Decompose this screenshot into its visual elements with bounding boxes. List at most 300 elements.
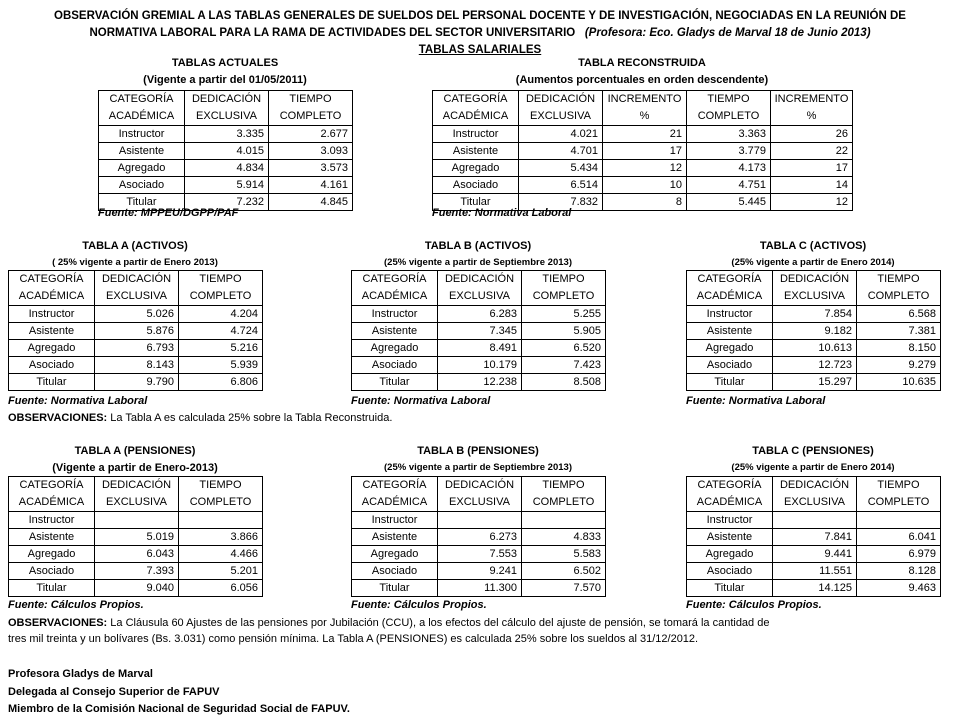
title-line-2-main: NORMATIVA LABORAL PARA LA RAMA DE ACTIVIDADES DEL SECTOR UNIVERSITARIO [89, 27, 576, 39]
category-cell: Asistente [687, 323, 773, 340]
pensiones-a-source: Fuente: Cálculos Propios. [8, 599, 144, 611]
value-cell: 7.381 [857, 323, 941, 340]
observaciones-2-line-1 [8, 617, 769, 629]
column-header-line: COMPLETO [697, 110, 760, 122]
activos-c-subtitle: (25% vigente a partir de Enero 2014) [731, 257, 895, 268]
table-row [352, 374, 606, 391]
category-cell: Agregado [687, 546, 773, 563]
table-header-row [687, 477, 941, 512]
column-header-line: DEDICACIÓN [444, 273, 515, 285]
table-row [352, 529, 606, 546]
activos-b-source: Fuente: Normativa Laboral [351, 395, 491, 407]
column-header-line: ACADÉMICA [442, 110, 509, 122]
column-header [773, 271, 857, 306]
category-cell: Agregado [352, 340, 438, 357]
table-row [433, 177, 853, 194]
column-header-line: CATEGORÍA [362, 479, 427, 491]
value-cell: 5.905 [522, 323, 606, 340]
value-cell: 7.393 [95, 563, 179, 580]
value-cell: 4.173 [687, 160, 771, 177]
column-header [438, 477, 522, 512]
table-activos-c-body [687, 271, 941, 391]
value-cell: 7.553 [438, 546, 522, 563]
value-cell: 4.701 [519, 143, 603, 160]
value-cell: 5.914 [185, 177, 269, 194]
category-cell: Instructor [99, 126, 185, 143]
column-header [433, 91, 519, 126]
column-header-line: ACADÉMICA [18, 290, 85, 302]
value-cell: 7.570 [522, 580, 606, 597]
reconstruida-title: TABLA RECONSTRUIDA [578, 57, 706, 69]
table-row [687, 546, 941, 563]
signature-name: Profesora Gladys de Marval [8, 668, 153, 680]
table-pensiones-a [8, 476, 263, 597]
category-cell: Asociado [352, 357, 438, 374]
column-header-line: CATEGORÍA [19, 273, 84, 285]
column-header-line: CATEGORÍA [697, 273, 762, 285]
table-header-row [352, 271, 606, 306]
table-row [9, 374, 263, 391]
table-pensiones-c [686, 476, 941, 597]
column-header [687, 91, 771, 126]
observaciones-1-text: La Tabla A es calculada 25% sobre la Tabla Reconstruida. [107, 412, 393, 424]
category-cell: Agregado [687, 340, 773, 357]
category-cell: Asistente [99, 143, 185, 160]
activos-c-title: TABLA C (ACTIVOS) [759, 240, 867, 252]
column-header-line: TIEMPO [542, 479, 585, 491]
value-cell: 22 [771, 143, 853, 160]
table-pensiones-b-body [352, 477, 606, 597]
value-cell: 6.520 [522, 340, 606, 357]
table-header-row [9, 271, 263, 306]
value-cell: 5.583 [522, 546, 606, 563]
category-cell: Titular [352, 580, 438, 597]
column-header [687, 271, 773, 306]
value-cell: 4.845 [269, 194, 353, 211]
table-row [99, 160, 353, 177]
value-cell: 7.423 [522, 357, 606, 374]
value-cell: 17 [603, 143, 687, 160]
category-cell: Instructor [687, 512, 773, 529]
table-row [687, 563, 941, 580]
column-header-line: COMPLETO [532, 496, 595, 508]
section-title: TABLAS SALARIALES [418, 44, 542, 56]
category-cell: Titular [352, 374, 438, 391]
value-cell: 5.876 [95, 323, 179, 340]
category-cell: Agregado [9, 340, 95, 357]
table-row [9, 512, 263, 529]
column-header [687, 477, 773, 512]
table-activos-a [8, 270, 263, 391]
category-cell: Asociado [433, 177, 519, 194]
column-header-line: DEDICACIÓN [191, 93, 262, 105]
value-cell: 9.790 [95, 374, 179, 391]
value-cell: 8.508 [522, 374, 606, 391]
signature-role-1: Delegada al Consejo Superior de FAPUV [8, 685, 220, 698]
column-header [179, 477, 263, 512]
table-row [352, 563, 606, 580]
value-cell: 9.279 [857, 357, 941, 374]
title-line-2 [0, 25, 960, 42]
value-cell: 9.182 [773, 323, 857, 340]
table-row [99, 126, 353, 143]
column-header [857, 477, 941, 512]
observaciones-2-text-2: tres mil treinta y un bolívares (Bs. 3.031) como pensión mínima. La Tabla A (PENSIONES) es calculada 25% sobre los sueldos al 31/12/2012. [8, 633, 699, 645]
document-title [0, 8, 960, 59]
table-row [9, 306, 263, 323]
column-header-line: EXCLUSIVA [449, 496, 510, 508]
pensiones-c-source: Fuente: Cálculos Propios. [686, 599, 822, 611]
category-cell: Asociado [99, 177, 185, 194]
activos-a-subtitle: ( 25% vigente a partir de Enero 2013) [52, 257, 218, 268]
table-actuales-body [99, 91, 353, 211]
pensiones-c-subtitle: (25% vigente a partir de Enero 2014) [731, 462, 895, 473]
value-cell: 8 [603, 194, 687, 211]
column-header-line: INCREMENTO [774, 93, 849, 105]
value-cell: 6.273 [438, 529, 522, 546]
column-header-line: COMPLETO [532, 290, 595, 302]
column-header-line: DEDICACIÓN [779, 479, 850, 491]
column-header [99, 91, 185, 126]
column-header-line: COMPLETO [867, 290, 930, 302]
category-cell: Instructor [9, 306, 95, 323]
value-cell: 5.434 [519, 160, 603, 177]
value-cell: 5.026 [95, 306, 179, 323]
column-header-line: COMPLETO [867, 496, 930, 508]
value-cell: 7.232 [185, 194, 269, 211]
column-header-line: TIEMPO [199, 273, 242, 285]
column-header [522, 271, 606, 306]
category-cell: Asociado [352, 563, 438, 580]
table-row [352, 580, 606, 597]
pensiones-b-subtitle: (25% vigente a partir de Septiembre 2013) [384, 462, 572, 473]
signature-role-2: Miembro de la Comisión Nacional de Seguridad Social de FAPUV. [8, 703, 350, 715]
value-cell [522, 512, 606, 529]
table-row [352, 546, 606, 563]
value-cell: 12.723 [773, 357, 857, 374]
table-pensiones-c-body [687, 477, 941, 597]
value-cell [773, 512, 857, 529]
column-header [352, 477, 438, 512]
column-header [857, 271, 941, 306]
value-cell: 3.573 [269, 160, 353, 177]
table-row [9, 546, 263, 563]
value-cell: 4.161 [269, 177, 353, 194]
value-cell: 3.779 [687, 143, 771, 160]
category-cell: Agregado [352, 546, 438, 563]
value-cell: 3.335 [185, 126, 269, 143]
column-header-line: CATEGORÍA [443, 93, 508, 105]
column-header-line: DEDICACIÓN [779, 273, 850, 285]
column-header-line: EXCLUSIVA [784, 496, 845, 508]
column-header [522, 477, 606, 512]
category-cell: Asistente [352, 323, 438, 340]
table-row [352, 512, 606, 529]
activos-c-source: Fuente: Normativa Laboral [686, 395, 826, 407]
category-cell: Titular [99, 194, 185, 211]
table-header-row [99, 91, 353, 126]
value-cell: 4.015 [185, 143, 269, 160]
category-cell: Agregado [9, 546, 95, 563]
column-header [773, 477, 857, 512]
value-cell: 6.806 [179, 374, 263, 391]
value-cell: 7.832 [519, 194, 603, 211]
category-cell: Titular [687, 374, 773, 391]
table-row [687, 529, 941, 546]
value-cell: 6.793 [95, 340, 179, 357]
value-cell: 9.040 [95, 580, 179, 597]
category-cell: Asistente [433, 143, 519, 160]
column-header [179, 271, 263, 306]
value-cell: 8.491 [438, 340, 522, 357]
value-cell: 6.041 [857, 529, 941, 546]
category-cell: Titular [687, 580, 773, 597]
value-cell: 3.363 [687, 126, 771, 143]
observaciones-2-text-1: La Cláusula 60 Ajustes de las pensiones por Jubilación (CCU), a los efectos del cálculo del ajuste de pensión, se tomará la cantidad de [107, 617, 770, 629]
column-header-line: COMPLETO [279, 110, 342, 122]
reconstruida-subtitle: (Aumentos porcentuales en orden descendente) [515, 74, 769, 86]
table-row [9, 580, 263, 597]
value-cell: 4.021 [519, 126, 603, 143]
table-row [352, 340, 606, 357]
table-reconstruida [432, 90, 853, 211]
value-cell: 5.255 [522, 306, 606, 323]
value-cell: 12.238 [438, 374, 522, 391]
value-cell: 5.019 [95, 529, 179, 546]
table-row [687, 340, 941, 357]
value-cell: 26 [771, 126, 853, 143]
category-cell: Asistente [687, 529, 773, 546]
value-cell: 6.514 [519, 177, 603, 194]
value-cell: 9.463 [857, 580, 941, 597]
table-header-row [352, 477, 606, 512]
column-header-line: TIEMPO [707, 93, 750, 105]
table-row [687, 357, 941, 374]
value-cell: 14 [771, 177, 853, 194]
value-cell: 21 [603, 126, 687, 143]
category-cell: Agregado [99, 160, 185, 177]
category-cell: Asociado [9, 357, 95, 374]
title-line-2-note: (Profesora: Eco. Gladys de Marval 18 de Junio 2013) [584, 27, 871, 39]
value-cell: 5.216 [179, 340, 263, 357]
value-cell: 8.150 [857, 340, 941, 357]
table-row [433, 143, 853, 160]
observaciones-2-label: OBSERVACIONES: [8, 617, 108, 629]
column-header-line: EXCLUSIVA [196, 110, 257, 122]
column-header [352, 271, 438, 306]
column-header-line: EXCLUSIVA [784, 290, 845, 302]
title-line-1: OBSERVACIÓN GREMIAL A LAS TABLAS GENERALES DE SUELDOS DEL PERSONAL DOCENTE Y DE INVESTIGACIÓN, NEGOCIADAS EN LA REUNIÓN DE [54, 10, 906, 22]
column-header [519, 91, 603, 126]
value-cell: 7.841 [773, 529, 857, 546]
column-header-line: COMPLETO [189, 496, 252, 508]
value-cell: 12 [603, 160, 687, 177]
observaciones-1-label: OBSERVACIONES: [8, 412, 108, 424]
table-header-row [433, 91, 853, 126]
table-row [9, 340, 263, 357]
pensiones-a-title: TABLA A (PENSIONES) [74, 445, 196, 457]
value-cell: 6.056 [179, 580, 263, 597]
value-cell: 4.833 [522, 529, 606, 546]
column-header-line: COMPLETO [189, 290, 252, 302]
value-cell: 14.125 [773, 580, 857, 597]
value-cell: 4.834 [185, 160, 269, 177]
value-cell: 12 [771, 194, 853, 211]
table-row [352, 357, 606, 374]
column-header-line: CATEGORÍA [697, 479, 762, 491]
value-cell: 4.204 [179, 306, 263, 323]
pensiones-c-title: TABLA C (PENSIONES) [752, 445, 874, 457]
activos-a-source: Fuente: Normativa Laboral [8, 395, 148, 407]
table-actuales [98, 90, 353, 211]
column-header-line: ACADÉMICA [108, 110, 175, 122]
column-header-line: % [806, 110, 817, 122]
pensiones-b-title: TABLA B (PENSIONES) [417, 445, 539, 457]
column-header-line: CATEGORÍA [19, 479, 84, 491]
value-cell: 8.128 [857, 563, 941, 580]
category-cell: Instructor [433, 126, 519, 143]
column-header-line: EXCLUSIVA [530, 110, 591, 122]
value-cell [95, 512, 179, 529]
value-cell: 4.751 [687, 177, 771, 194]
value-cell: 6.043 [95, 546, 179, 563]
column-header-line: ACADÉMICA [696, 290, 763, 302]
value-cell: 9.241 [438, 563, 522, 580]
value-cell: 5.445 [687, 194, 771, 211]
value-cell: 8.143 [95, 357, 179, 374]
table-row [352, 306, 606, 323]
value-cell: 6.283 [438, 306, 522, 323]
category-cell: Titular [433, 194, 519, 211]
table-reconstruida-body [433, 91, 853, 211]
actuales-source: Fuente: MPPEU/DGPP/PAF [98, 207, 239, 219]
table-row [352, 323, 606, 340]
column-header [603, 91, 687, 126]
table-pensiones-b [351, 476, 606, 597]
value-cell: 6.568 [857, 306, 941, 323]
table-pensiones-a-body [9, 477, 263, 597]
value-cell: 6.979 [857, 546, 941, 563]
pensiones-a-subtitle: (Vigente a partir de Enero-2013) [52, 462, 218, 474]
category-cell: Titular [9, 374, 95, 391]
value-cell [438, 512, 522, 529]
table-row [687, 306, 941, 323]
column-header [95, 271, 179, 306]
column-header-line: TIEMPO [877, 479, 920, 491]
category-cell: Instructor [687, 306, 773, 323]
column-header-line: TIEMPO [289, 93, 332, 105]
table-row [687, 374, 941, 391]
category-cell: Instructor [352, 306, 438, 323]
column-header-line: DEDICACIÓN [101, 273, 172, 285]
column-header-line: % [639, 110, 650, 122]
column-header-line: CATEGORÍA [362, 273, 427, 285]
table-row [433, 160, 853, 177]
column-header-line: TIEMPO [199, 479, 242, 491]
value-cell: 10.613 [773, 340, 857, 357]
value-cell: 11.551 [773, 563, 857, 580]
column-header-line: EXCLUSIVA [106, 290, 167, 302]
column-header [771, 91, 853, 126]
column-header-line: EXCLUSIVA [106, 496, 167, 508]
table-header-row [687, 271, 941, 306]
value-cell: 10.179 [438, 357, 522, 374]
actuales-subtitle: (Vigente a partir del 01/05/2011) [143, 74, 307, 86]
value-cell: 5.939 [179, 357, 263, 374]
observaciones-2 [8, 617, 769, 645]
table-row [687, 580, 941, 597]
value-cell: 4.466 [179, 546, 263, 563]
column-header-line: TIEMPO [877, 273, 920, 285]
column-header [95, 477, 179, 512]
value-cell: 6.502 [522, 563, 606, 580]
value-cell: 5.201 [179, 563, 263, 580]
value-cell: 11.300 [438, 580, 522, 597]
value-cell: 7.854 [773, 306, 857, 323]
category-cell: Agregado [433, 160, 519, 177]
column-header-line: ACADÉMICA [696, 496, 763, 508]
column-header [269, 91, 353, 126]
value-cell [857, 512, 941, 529]
value-cell: 9.441 [773, 546, 857, 563]
table-activos-a-body [9, 271, 263, 391]
column-header [9, 477, 95, 512]
table-activos-b-body [352, 271, 606, 391]
column-header-line: DEDICACIÓN [444, 479, 515, 491]
table-row [687, 512, 941, 529]
category-cell: Titular [9, 580, 95, 597]
category-cell: Asociado [9, 563, 95, 580]
value-cell: 3.866 [179, 529, 263, 546]
value-cell: 4.724 [179, 323, 263, 340]
value-cell: 17 [771, 160, 853, 177]
table-row [99, 177, 353, 194]
column-header-line: ACADÉMICA [18, 496, 85, 508]
table-header-row [9, 477, 263, 512]
activos-b-title: TABLA B (ACTIVOS) [424, 240, 532, 252]
column-header [185, 91, 269, 126]
column-header [9, 271, 95, 306]
column-header-line: DEDICACIÓN [525, 93, 596, 105]
column-header-line: TIEMPO [542, 273, 585, 285]
column-header-line: DEDICACIÓN [101, 479, 172, 491]
value-cell: 10 [603, 177, 687, 194]
table-row [99, 143, 353, 160]
category-cell: Asociado [687, 563, 773, 580]
column-header-line: ACADÉMICA [361, 290, 428, 302]
column-header-line: ACADÉMICA [361, 496, 428, 508]
table-row [9, 563, 263, 580]
table-row [433, 126, 853, 143]
category-cell: Instructor [9, 512, 95, 529]
signature-block [8, 666, 350, 719]
value-cell: 3.093 [269, 143, 353, 160]
table-activos-b [351, 270, 606, 391]
activos-a-title: TABLA A (ACTIVOS) [82, 240, 188, 252]
category-cell: Instructor [352, 512, 438, 529]
observaciones-1 [8, 412, 392, 424]
column-header [438, 271, 522, 306]
value-cell: 2.677 [269, 126, 353, 143]
column-header-line: INCREMENTO [607, 93, 682, 105]
value-cell: 10.635 [857, 374, 941, 391]
table-row [687, 323, 941, 340]
table-row [9, 357, 263, 374]
value-cell [179, 512, 263, 529]
column-header-line: CATEGORÍA [109, 93, 174, 105]
table-row [9, 529, 263, 546]
value-cell: 7.345 [438, 323, 522, 340]
